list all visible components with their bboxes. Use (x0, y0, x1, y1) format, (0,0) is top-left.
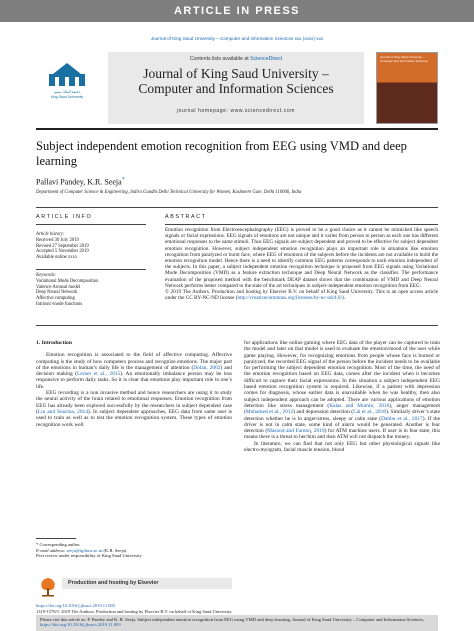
sciencedirect-link[interactable]: ScienceDirect (250, 56, 283, 62)
citation-link[interactable]: Dabbu et al., 2017 (381, 415, 423, 422)
corresponding-author-marker[interactable]: * (121, 177, 125, 183)
article-info-heading: ARTICLE INFO (36, 214, 93, 220)
info-divider (36, 261, 146, 270)
abstract-text: Emotion recognition from Electroencephalography (EEG) is proved to be a good choice as it cannot be mimicked like speech signals or facial expressions. EEG signals of emotions are not unique and it varies from person to person as each one has different emotional responses to the same stimuli. Thus EEG signals are subject dependent and proved to be effective for subject dependent emotion recognition. However, subject independent emotion recognition plays an important role in situations like emotion recognition from paralyzed or burnt face, where EEG of emotions of the subjects before the incidents are not available to build the emotion recognition model. Hence there is a need to identify common EEG patterns corresponds to each emotion independent of the subjects. In this paper, a subject independent emotion recognition technique is proposed from EEG signals using Variational Mode Decomposition (VMD) as a feature extraction technique and Deep Neural Network as the classifier. The performance evaluation of the proposed method with the benchmark DEAP dataset shows that the combination of VMD and Deep Neural Network performs better compared to the state of the art techniques in subject-independent emotion recognition from EEG. (165, 227, 438, 289)
keyword-item: Affective computing (36, 296, 75, 302)
history-item: Accepted 5 November 2019 (36, 249, 89, 255)
citation-link[interactable]: Lerner et al., 2015 (76, 371, 121, 378)
journal-homepage-link[interactable]: journal homepage: www.sciencedirect.com (176, 108, 296, 114)
keyword-item: Intrinsic-mode functions (36, 301, 83, 307)
right-paragraph-2: In literature, we can find that not only EEG but other physiological signals like electro-myogram, facial muscle tension, blood (244, 440, 440, 454)
keyword-item: Deep Neural Network (36, 290, 78, 296)
logo-caption-arabic: جامعة الملك سعود (53, 90, 81, 94)
text-run: ), anger management ( (244, 402, 441, 416)
article-info-rule (36, 224, 146, 225)
journal-title-box (108, 52, 364, 124)
affiliation-divider (36, 207, 438, 208)
history-item: Revised 27 September 2019 (36, 243, 89, 249)
text-run: ) and decision making ( (36, 364, 232, 378)
contents-prefix: Contents lists available at (189, 56, 249, 62)
keyword-item: Variational Mode Decomposition (36, 278, 99, 284)
citation-link[interactable]: Liu and Sourina, 2014 (37, 408, 88, 415)
footnote (36, 542, 232, 559)
journal-reference-link[interactable]: Journal of King Saud University – Computer and Information Sciences xxx (xxxx) xxx (150, 36, 324, 41)
article-info-block (36, 232, 146, 308)
contents-available-line (108, 56, 364, 62)
abstract-heading: ABSTRACT (165, 214, 207, 220)
abstract-rule (165, 224, 438, 225)
left-column (36, 340, 232, 428)
abstract-divider (36, 325, 438, 326)
right-paragraph-1 (244, 340, 440, 441)
journal-cover-thumbnail (376, 52, 438, 124)
email-suffix: (K.R. Seeja). (103, 547, 128, 553)
text-run: ). An emotionally imbalance person may be less responsive to perform daily tasks. So it is clear that emotions play important role in one’s life. (36, 371, 233, 390)
keyword-item: Valence-Arousal model (36, 284, 81, 290)
elsevier-tree-icon (36, 575, 60, 599)
doi-link[interactable]: https://doi.org/10.1016/j.jksuci.2019.11.003 (36, 603, 116, 608)
citation-text: Please cite this article as: P. Pandey and K. R. Seeja, Subject independent emotion recognition from EEG using VMD and deep learning, Journal of King Saud University – Computer and Information Sciences, (40, 617, 425, 622)
text-run: ) for ATM machine users. If user is in fear state, this means there is a threat to her/him and then ATM will not dispatch the money. (244, 428, 440, 441)
journal-title-line1: Journal of King Saud University – (143, 66, 329, 81)
peer-review-note: Peer review under responsibility of King Saud University. (36, 553, 143, 559)
abstract-copyright-end: ). (341, 295, 345, 302)
abstract-copyright: © 2019 The Authors. Production and hosting by Elsevier B.V. on behalf of King Saud University. This is an open access article under the CC BY-NC-ND license ( (165, 289, 438, 302)
corresponding-author-note: * Corresponding author. (36, 542, 81, 547)
introduction-heading: 1. Introduction (36, 340, 72, 346)
citation-link[interactable]: Mohamed et al., 2012 (245, 409, 294, 416)
history-item: Available online xxxx (36, 255, 78, 261)
issn-line (36, 609, 438, 615)
history-label: Article history: (36, 232, 65, 237)
logo-caption-english: King Saud University (50, 95, 84, 99)
text-run: for applications like online gaming where EEG data of the player can be captured to train the model and later on that model is used to evaluate the emotion/mood of the user while game playing. However, for recognizing emotions from people whose face is burned or paralyzed, the recorded EEG signal of the person before the incident needs to be available for performing the subject dependent emotion recognition. Most of the time, the need of the emotion recognition based on EEG data, comes after the incident when it becomes difficult to capture their facial expressions. In this situation a subject independent EEG based emotion recognition system is required. Likewise, if a patient with depression comes for diagnosis, whose earlier data is unavailable when he was healthy, then also subject independent approach can be adopted. There are various applications of emotion detection like stress management ( (244, 340, 440, 409)
ksu-emblem-icon (43, 60, 91, 90)
article-title: Subject independent emotion recognition from EEG using VMD and deep learning (36, 139, 407, 168)
text-run: ). If the driver is not in calm state, some kind of alarm would be generated. Another is fear detection ( (244, 415, 441, 435)
article-in-press-banner: ARTICLE IN PRESS (0, 0, 474, 22)
text-run: ). Similarly driver’s state detection whether he is in anger/stress, sleepy or calm state ( (244, 409, 440, 422)
journal-header (36, 52, 438, 124)
abstract-body (165, 227, 438, 301)
production-hosting-banner: Production and hosting by Elsevier (62, 578, 232, 589)
affiliation: Department of Computer Science & Engineering, Indira Gandhi Delhi Technical University for Women, Kashmere Gate, Delhi 110006, India (36, 190, 302, 195)
email-link[interactable]: seeja@igdtuw.ac.in (66, 547, 103, 553)
intro-paragraph-1 (36, 352, 232, 390)
bottom-metadata (36, 603, 438, 614)
citation-doi-link[interactable]: https://doi.org/10.1016/j.jksuci.2019.11.003 (40, 622, 121, 628)
footnote-rule (36, 538, 76, 539)
text-run: EEG recording is a non invasive method and hence researchers are using it to study the neural activity of the brain related to emotional responses. Emotion recognition from EEG has already been explored successfully by the researchers in subject dependent case ( (36, 390, 232, 415)
text-run: ) and depression detection ( (293, 409, 353, 416)
right-column (244, 340, 440, 453)
text-run: ). In subject dependent approaches, EEG data from same user is used to train as well as to test the emotion recognition system. These types of emotion recognition work well (36, 408, 232, 428)
king-saud-university-logo (36, 56, 98, 110)
text-run: Emotion recognition is associated to the field of affective computing. Affective computing is the study of how computers process and recognize emotions. The major part of the emotions in human’s daily life is the management of attention ( (36, 352, 232, 371)
keywords-label: Keywords: (36, 272, 57, 278)
license-link[interactable]: http://creativecommons.org/licenses/by-nc-nd/4.0/ (237, 295, 342, 302)
citation-box (36, 615, 438, 631)
journal-title-line2: Computer and Information Sciences (138, 81, 334, 96)
email-label: E-mail address: (36, 547, 66, 553)
authors (36, 177, 125, 187)
citation-link[interactable]: Masood and Farooq, 2019 (267, 428, 325, 435)
history-item: Received 30 July 2019 (36, 237, 79, 243)
citation-link[interactable]: Kalas and Momin, 2016 (329, 402, 390, 409)
citation-link[interactable]: Cai et al., 2018 (353, 409, 386, 416)
citation-link[interactable]: Dolan, 2002 (193, 364, 221, 371)
header-divider (36, 128, 438, 130)
issn-text: 1319-1578/© 2019 The Authors. Production and hosting by Elsevier B.V. on behalf of King Saud University. (36, 608, 233, 614)
intro-paragraph-2 (36, 390, 232, 428)
journal-title (108, 66, 364, 96)
author-names: Pallavi Pandey, K.R. Seeja (36, 177, 122, 187)
cover-text: Journal of King Saud University – Computer and Information Sciences (380, 55, 428, 63)
